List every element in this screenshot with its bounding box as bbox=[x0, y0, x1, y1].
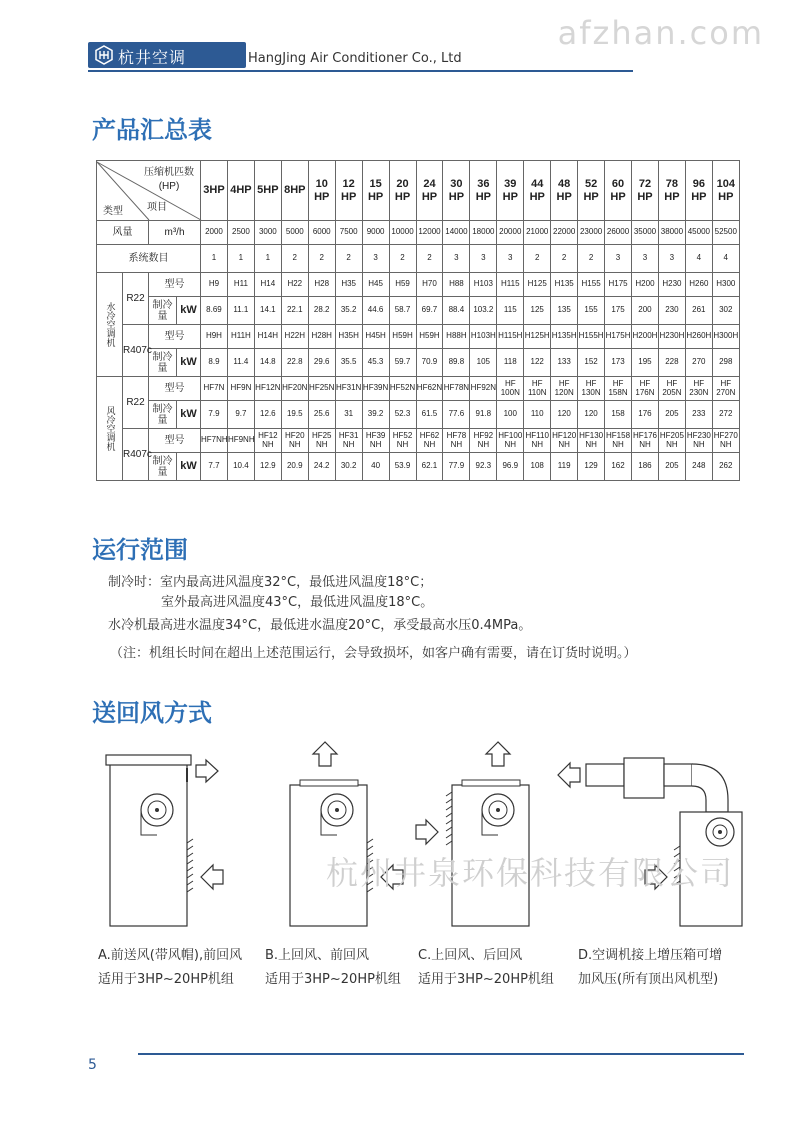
product-summary-table-wrap bbox=[96, 160, 739, 481]
capacity-value: 39.2 bbox=[362, 401, 389, 429]
capacity-value: 105 bbox=[470, 349, 497, 377]
range-note: （注：机组长时间在超出上述范围运行，会导致损坏，如客户确有需要，请在订货时说明。） bbox=[110, 646, 637, 661]
capacity-value: 24.2 bbox=[308, 453, 335, 481]
model-value: HF 176N bbox=[632, 377, 659, 401]
airflow-value: 2000 bbox=[201, 221, 228, 245]
capacity-value: 29.6 bbox=[308, 349, 335, 377]
model-value: HF270 NH bbox=[712, 429, 739, 453]
table-corner-cell bbox=[97, 161, 201, 221]
model-value: H45 bbox=[362, 273, 389, 297]
model-value: H9 bbox=[201, 273, 228, 297]
capacity-value: 119 bbox=[551, 453, 578, 481]
systems-value: 3 bbox=[605, 245, 632, 273]
diagram-a bbox=[100, 740, 240, 940]
capacity-value: 35.5 bbox=[335, 349, 362, 377]
capacity-value: 115 bbox=[497, 297, 524, 325]
model-value: H230 bbox=[658, 273, 685, 297]
capacity-value: 152 bbox=[578, 349, 605, 377]
airflow-section-title: 送回风方式 bbox=[92, 699, 212, 727]
diagram-c-caption bbox=[418, 944, 554, 992]
model-label: 型号 bbox=[149, 377, 201, 401]
capacity-value: 40 bbox=[362, 453, 389, 481]
model-value: HF9N bbox=[227, 377, 254, 401]
company-name-en: HangJing Air Conditioner Co., Ltd bbox=[248, 51, 462, 66]
capacity-value: 14.8 bbox=[254, 349, 281, 377]
capacity-value: 270 bbox=[685, 349, 712, 377]
diagram-b-caption-line1: B.上回风、前回风 bbox=[265, 948, 370, 963]
capacity-value: 62.1 bbox=[416, 453, 443, 481]
hp-header-cell: 39 HP bbox=[497, 161, 524, 221]
capacity-value: 96.9 bbox=[497, 453, 524, 481]
watermark-top: afzhan.com bbox=[557, 14, 764, 52]
capacity-value: 261 bbox=[685, 297, 712, 325]
model-value: HF130 NH bbox=[578, 429, 605, 453]
product-summary-table bbox=[96, 160, 740, 481]
systems-label: 系统数目 bbox=[97, 245, 201, 273]
model-value: H115H bbox=[497, 325, 524, 349]
capacity-value: 103.2 bbox=[470, 297, 497, 325]
model-value: H260 bbox=[685, 273, 712, 297]
capacity-value: 58.7 bbox=[389, 297, 416, 325]
airflow-value: 10000 bbox=[389, 221, 416, 245]
air-r22-model-row bbox=[97, 377, 740, 401]
water-group-label: 水冷空调机 bbox=[97, 273, 123, 377]
capacity-value: 11.4 bbox=[227, 349, 254, 377]
model-value: H59H bbox=[416, 325, 443, 349]
model-value: HF92 NH bbox=[470, 429, 497, 453]
model-value: H11 bbox=[227, 273, 254, 297]
diagram-a-caption-line2: 适用于3HP~20HP机组 bbox=[98, 972, 234, 987]
capacity-value: 7.9 bbox=[201, 401, 228, 429]
airflow-value: 7500 bbox=[335, 221, 362, 245]
table-header-row bbox=[97, 161, 740, 221]
model-value: H22 bbox=[281, 273, 308, 297]
capacity-unit: kW bbox=[177, 297, 201, 325]
model-value: H125H bbox=[524, 325, 551, 349]
model-value: HF 158N bbox=[605, 377, 632, 401]
refrigerant-label: R407c bbox=[123, 325, 149, 377]
capacity-value: 9.7 bbox=[227, 401, 254, 429]
capacity-label: 制冷量 bbox=[149, 297, 177, 325]
capacity-value: 262 bbox=[712, 453, 739, 481]
capacity-value: 22.8 bbox=[281, 349, 308, 377]
model-value: HF12N bbox=[254, 377, 281, 401]
model-value: H260H bbox=[685, 325, 712, 349]
range-line-1: 制冷时：室内最高进风温度32°C，最低进风温度18°C； bbox=[108, 575, 433, 590]
hp-header-cell: 24 HP bbox=[416, 161, 443, 221]
capacity-value: 30.2 bbox=[335, 453, 362, 481]
model-value: HF25 NH bbox=[308, 429, 335, 453]
model-value: H103 bbox=[470, 273, 497, 297]
capacity-value: 11.1 bbox=[227, 297, 254, 325]
capacity-value: 248 bbox=[685, 453, 712, 481]
hp-header-cell: 4HP bbox=[227, 161, 254, 221]
diagram-d-caption bbox=[578, 944, 722, 992]
capacity-value: 129 bbox=[578, 453, 605, 481]
hp-header-cell: 104 HP bbox=[712, 161, 739, 221]
model-value: H230H bbox=[658, 325, 685, 349]
diagram-a-caption bbox=[98, 944, 242, 992]
model-value: H28 bbox=[308, 273, 335, 297]
hp-header-cell: 78 HP bbox=[658, 161, 685, 221]
hp-header-cell: 8HP bbox=[281, 161, 308, 221]
model-value: H200 bbox=[632, 273, 659, 297]
airflow-value: 5000 bbox=[281, 221, 308, 245]
airflow-value: 45000 bbox=[685, 221, 712, 245]
hp-header-cell: 15 HP bbox=[362, 161, 389, 221]
range-section-title: 运行范围 bbox=[92, 536, 188, 564]
hp-header-cell: 48 HP bbox=[551, 161, 578, 221]
model-value: H300 bbox=[712, 273, 739, 297]
water-r407c-capacity-row bbox=[97, 349, 740, 377]
hp-header-cell: 52 HP bbox=[578, 161, 605, 221]
airflow-value: 22000 bbox=[551, 221, 578, 245]
capacity-value: 59.7 bbox=[389, 349, 416, 377]
capacity-value: 205 bbox=[658, 401, 685, 429]
capacity-value: 61.5 bbox=[416, 401, 443, 429]
model-value: HF205 NH bbox=[658, 429, 685, 453]
water-r407c-model-row bbox=[97, 325, 740, 349]
airflow-unit: m³/h bbox=[149, 221, 201, 245]
capacity-value: 10.4 bbox=[227, 453, 254, 481]
model-value: HF 130N bbox=[578, 377, 605, 401]
airflow-value: 9000 bbox=[362, 221, 389, 245]
capacity-value: 77.9 bbox=[443, 453, 470, 481]
capacity-value: 120 bbox=[578, 401, 605, 429]
capacity-value: 110 bbox=[524, 401, 551, 429]
systems-value: 2 bbox=[416, 245, 443, 273]
systems-value: 2 bbox=[308, 245, 335, 273]
airflow-row bbox=[97, 221, 740, 245]
brand-logo bbox=[88, 42, 246, 68]
diagram-a-caption-line1: A.前送风(带风帽),前回风 bbox=[98, 948, 243, 963]
model-value: H35 bbox=[335, 273, 362, 297]
systems-value: 2 bbox=[281, 245, 308, 273]
systems-value: 2 bbox=[524, 245, 551, 273]
capacity-value: 7.7 bbox=[201, 453, 228, 481]
capacity-value: 92.3 bbox=[470, 453, 497, 481]
capacity-label: 制冷量 bbox=[149, 401, 177, 429]
model-value: H88 bbox=[443, 273, 470, 297]
air-r407c-model-row bbox=[97, 429, 740, 453]
diagram-c-caption-line1: C.上回风、后回风 bbox=[418, 948, 523, 963]
model-value: H11H bbox=[227, 325, 254, 349]
model-value: H14H bbox=[254, 325, 281, 349]
capacity-unit: kW bbox=[177, 401, 201, 429]
model-value: HF52 NH bbox=[389, 429, 416, 453]
capacity-value: 19.5 bbox=[281, 401, 308, 429]
capacity-value: 195 bbox=[632, 349, 659, 377]
model-value: HF31 NH bbox=[335, 429, 362, 453]
air-r407c-capacity-row bbox=[97, 453, 740, 481]
model-value: H200H bbox=[632, 325, 659, 349]
model-value: H45H bbox=[362, 325, 389, 349]
capacity-value: 173 bbox=[605, 349, 632, 377]
model-value: HF120 NH bbox=[551, 429, 578, 453]
air-r22-capacity-row bbox=[97, 401, 740, 429]
capacity-value: 28.2 bbox=[308, 297, 335, 325]
hp-header-cell: 3HP bbox=[201, 161, 228, 221]
hp-header-cell: 5HP bbox=[254, 161, 281, 221]
capacity-value: 298 bbox=[712, 349, 739, 377]
model-value: HF 110N bbox=[524, 377, 551, 401]
systems-value: 3 bbox=[658, 245, 685, 273]
airflow-value: 52500 bbox=[712, 221, 739, 245]
capacity-value: 77.6 bbox=[443, 401, 470, 429]
model-value: HF31N bbox=[335, 377, 362, 401]
capacity-value: 120 bbox=[551, 401, 578, 429]
systems-value: 4 bbox=[685, 245, 712, 273]
corner-hp-label: 压缩机匹数 (HP) bbox=[144, 166, 194, 192]
capacity-value: 122 bbox=[524, 349, 551, 377]
model-value: H35H bbox=[335, 325, 362, 349]
hp-header-cell: 12 HP bbox=[335, 161, 362, 221]
model-value: HF 120N bbox=[551, 377, 578, 401]
model-value: HF92N bbox=[470, 377, 497, 401]
model-value: H103H bbox=[470, 325, 497, 349]
water-r22-model-row bbox=[97, 273, 740, 297]
refrigerant-label: R407c bbox=[123, 429, 149, 481]
corner-type-label: 类型 bbox=[103, 205, 123, 217]
airflow-value: 2500 bbox=[227, 221, 254, 245]
airflow-value: 38000 bbox=[658, 221, 685, 245]
model-value: HF78N bbox=[443, 377, 470, 401]
systems-value: 1 bbox=[254, 245, 281, 273]
refrigerant-label: R22 bbox=[123, 273, 149, 325]
range-line-3: 水冷机最高进水温度34°C，最低进水温度20°C，承受最高水压0.4MPa。 bbox=[108, 618, 532, 633]
airflow-value: 6000 bbox=[308, 221, 335, 245]
model-value: H59 bbox=[389, 273, 416, 297]
model-value: HF 270N bbox=[712, 377, 739, 401]
hp-header-cell: 30 HP bbox=[443, 161, 470, 221]
model-value: HF 205N bbox=[658, 377, 685, 401]
capacity-value: 176 bbox=[632, 401, 659, 429]
model-value: HF100 NH bbox=[497, 429, 524, 453]
capacity-value: 70.9 bbox=[416, 349, 443, 377]
model-value: HF62 NH bbox=[416, 429, 443, 453]
model-label: 型号 bbox=[149, 429, 201, 453]
model-value: HF78 NH bbox=[443, 429, 470, 453]
capacity-value: 69.7 bbox=[416, 297, 443, 325]
hp-header-cell: 10 HP bbox=[308, 161, 335, 221]
capacity-label: 制冷量 bbox=[149, 453, 177, 481]
systems-row bbox=[97, 245, 740, 273]
hp-header-cell: 60 HP bbox=[605, 161, 632, 221]
systems-value: 4 bbox=[712, 245, 739, 273]
model-value: H175H bbox=[605, 325, 632, 349]
diagram-c-caption-line2: 适用于3HP~20HP机组 bbox=[418, 972, 554, 987]
model-value: H70 bbox=[416, 273, 443, 297]
capacity-value: 25.6 bbox=[308, 401, 335, 429]
capacity-value: 35.2 bbox=[335, 297, 362, 325]
capacity-value: 162 bbox=[605, 453, 632, 481]
diagram-d bbox=[550, 740, 750, 940]
capacity-value: 100 bbox=[497, 401, 524, 429]
capacity-value: 125 bbox=[524, 297, 551, 325]
capacity-value: 91.8 bbox=[470, 401, 497, 429]
brand-name-cn: 杭井空调 bbox=[118, 48, 187, 67]
model-value: HF20N bbox=[281, 377, 308, 401]
capacity-unit: kW bbox=[177, 453, 201, 481]
capacity-value: 175 bbox=[605, 297, 632, 325]
model-value: H9H bbox=[201, 325, 228, 349]
systems-value: 3 bbox=[497, 245, 524, 273]
model-value: HF 230N bbox=[685, 377, 712, 401]
capacity-value: 233 bbox=[685, 401, 712, 429]
hp-header-cell: 96 HP bbox=[685, 161, 712, 221]
capacity-value: 8.69 bbox=[201, 297, 228, 325]
model-value: HF176 NH bbox=[632, 429, 659, 453]
capacity-value: 12.9 bbox=[254, 453, 281, 481]
model-value: H135H bbox=[551, 325, 578, 349]
airflow-value: 23000 bbox=[578, 221, 605, 245]
model-label: 型号 bbox=[149, 325, 201, 349]
model-label: 型号 bbox=[149, 273, 201, 297]
capacity-value: 230 bbox=[658, 297, 685, 325]
hp-header-cell: 20 HP bbox=[389, 161, 416, 221]
model-value: HF 100N bbox=[497, 377, 524, 401]
air-group-label: 风冷空调机 bbox=[97, 377, 123, 481]
model-value: HF39 NH bbox=[362, 429, 389, 453]
capacity-value: 14.1 bbox=[254, 297, 281, 325]
model-value: H22H bbox=[281, 325, 308, 349]
model-value: HF52N bbox=[389, 377, 416, 401]
model-value: H135 bbox=[551, 273, 578, 297]
capacity-value: 158 bbox=[605, 401, 632, 429]
capacity-value: 8.9 bbox=[201, 349, 228, 377]
capacity-value: 272 bbox=[712, 401, 739, 429]
systems-value: 3 bbox=[362, 245, 389, 273]
systems-value: 2 bbox=[578, 245, 605, 273]
capacity-value: 108 bbox=[524, 453, 551, 481]
airflow-value: 35000 bbox=[632, 221, 659, 245]
systems-value: 3 bbox=[632, 245, 659, 273]
model-value: H300H bbox=[712, 325, 739, 349]
diagram-b-caption bbox=[265, 944, 401, 992]
footer-divider bbox=[138, 1053, 744, 1055]
capacity-value: 52.3 bbox=[389, 401, 416, 429]
airflow-value: 26000 bbox=[605, 221, 632, 245]
airflow-value: 12000 bbox=[416, 221, 443, 245]
capacity-value: 133 bbox=[551, 349, 578, 377]
header-divider bbox=[88, 70, 633, 72]
diagram-c bbox=[412, 740, 552, 940]
model-value: HF110 NH bbox=[524, 429, 551, 453]
model-value: H175 bbox=[605, 273, 632, 297]
corner-item-label: 项目 bbox=[147, 201, 167, 213]
range-line-2: 室外最高进风温度43°C，最低进风温度18°C。 bbox=[161, 595, 434, 610]
capacity-label: 制冷量 bbox=[149, 349, 177, 377]
airflow-value: 14000 bbox=[443, 221, 470, 245]
capacity-value: 205 bbox=[658, 453, 685, 481]
model-value: HF20 NH bbox=[281, 429, 308, 453]
capacity-unit: kW bbox=[177, 349, 201, 377]
capacity-value: 155 bbox=[578, 297, 605, 325]
capacity-value: 12.6 bbox=[254, 401, 281, 429]
airflow-value: 21000 bbox=[524, 221, 551, 245]
hp-header-cell: 36 HP bbox=[470, 161, 497, 221]
logo-icon bbox=[94, 45, 114, 65]
systems-value: 2 bbox=[551, 245, 578, 273]
model-value: H28H bbox=[308, 325, 335, 349]
hp-header-cell: 44 HP bbox=[524, 161, 551, 221]
model-value: HF25N bbox=[308, 377, 335, 401]
refrigerant-label: R22 bbox=[123, 377, 149, 429]
watermark-company: 杭州井泉环保科技有限公司 bbox=[326, 854, 735, 892]
model-value: H155H bbox=[578, 325, 605, 349]
model-value: H88H bbox=[443, 325, 470, 349]
diagram-b-caption-line2: 适用于3HP~20HP机组 bbox=[265, 972, 401, 987]
capacity-value: 302 bbox=[712, 297, 739, 325]
capacity-value: 118 bbox=[497, 349, 524, 377]
capacity-value: 22.1 bbox=[281, 297, 308, 325]
capacity-value: 88.4 bbox=[443, 297, 470, 325]
capacity-value: 228 bbox=[658, 349, 685, 377]
airflow-value: 18000 bbox=[470, 221, 497, 245]
model-value: H155 bbox=[578, 273, 605, 297]
systems-value: 2 bbox=[335, 245, 362, 273]
water-r22-capacity-row bbox=[97, 297, 740, 325]
systems-value: 2 bbox=[389, 245, 416, 273]
model-value: HF39N bbox=[362, 377, 389, 401]
systems-value: 3 bbox=[470, 245, 497, 273]
summary-section-title: 产品汇总表 bbox=[92, 116, 212, 144]
model-value: H125 bbox=[524, 273, 551, 297]
airflow-value: 3000 bbox=[254, 221, 281, 245]
model-value: H14 bbox=[254, 273, 281, 297]
model-value: HF7NH bbox=[201, 429, 228, 453]
airflow-label: 风量 bbox=[97, 221, 149, 245]
capacity-value: 53.9 bbox=[389, 453, 416, 481]
diagram-d-caption-line2: 加风压(所有顶出风机型) bbox=[578, 972, 719, 987]
model-value: HF7N bbox=[201, 377, 228, 401]
capacity-value: 135 bbox=[551, 297, 578, 325]
capacity-value: 20.9 bbox=[281, 453, 308, 481]
systems-value: 1 bbox=[227, 245, 254, 273]
model-value: HF12 NH bbox=[254, 429, 281, 453]
systems-value: 3 bbox=[443, 245, 470, 273]
model-value: H115 bbox=[497, 273, 524, 297]
model-value: HF158 NH bbox=[605, 429, 632, 453]
capacity-value: 186 bbox=[632, 453, 659, 481]
capacity-value: 200 bbox=[632, 297, 659, 325]
hp-header-cell: 72 HP bbox=[632, 161, 659, 221]
model-value: HF62N bbox=[416, 377, 443, 401]
systems-value: 1 bbox=[201, 245, 228, 273]
capacity-value: 44.6 bbox=[362, 297, 389, 325]
model-value: H59H bbox=[389, 325, 416, 349]
diagram-b bbox=[280, 740, 420, 940]
airflow-value: 20000 bbox=[497, 221, 524, 245]
capacity-value: 89.8 bbox=[443, 349, 470, 377]
page-header bbox=[88, 42, 633, 72]
model-value: HF230 NH bbox=[685, 429, 712, 453]
model-value: HF9NH bbox=[227, 429, 254, 453]
capacity-value: 31 bbox=[335, 401, 362, 429]
diagram-d-caption-line1: D.空调机接上增压箱可增 bbox=[578, 948, 723, 963]
page-number: 5 bbox=[88, 1057, 97, 1073]
capacity-value: 45.3 bbox=[362, 349, 389, 377]
